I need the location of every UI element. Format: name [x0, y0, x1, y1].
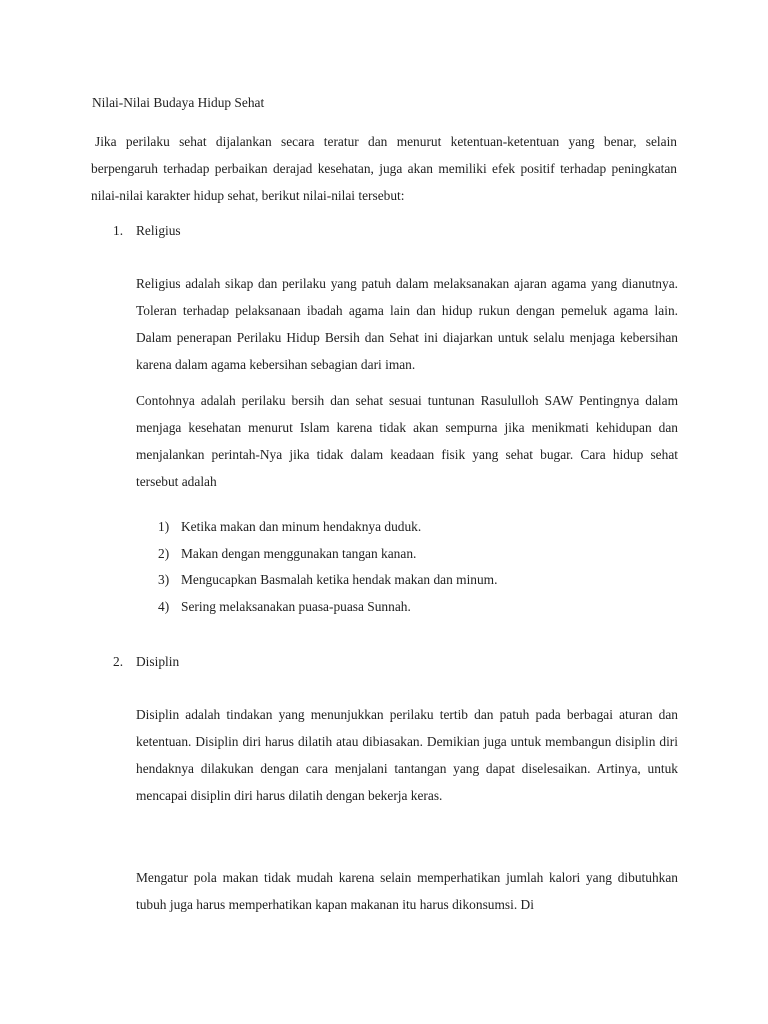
section-title: Religius [136, 223, 181, 238]
section-heading-disiplin [113, 653, 179, 671]
disiplin-paragraph-1: Disiplin adalah tindakan yang menunjukkan perilaku tertib dan patuh pada berbagai aturan dan ketentuan. Disiplin diri harus dilatih atau dibiasakan. Demikian juga untuk membangun disiplin diri hendaknya dilakukan dengan cara menjalani tantangan yang dapat diselesaikan. Artinya, untuk mencapai disiplin diri harus dilatih dengan bekerja keras. [136, 707, 678, 803]
list-item [158, 541, 497, 568]
section-number: 1. [113, 223, 124, 238]
list-text: Ketika makan dan minum hendaknya duduk. [181, 519, 422, 534]
list-item [158, 514, 497, 541]
list-number: 1) [158, 519, 170, 534]
list-number: 2) [158, 545, 170, 561]
document-title: Nilai-Nilai Budaya Hidup Sehat [92, 95, 265, 110]
disiplin-paragraph-2: Mengatur pola makan tidak mudah karena selain memperhatikan jumlah kalori yang dibutuhkan tubuh juga harus memperhatikan kapan makanan itu harus dikonsumsi. Di [136, 870, 678, 912]
section-number: 2. [113, 654, 124, 669]
list-number: 4) [158, 598, 170, 614]
list-text: Makan dengan menggunakan tangan kanan. [181, 545, 417, 561]
list-item [158, 594, 497, 621]
list-item [158, 567, 497, 594]
religius-paragraph-1: Religius adalah sikap dan perilaku yang patuh dalam melaksanakan ajaran agama yang dianutnya. Toleran terhadap pelaksanaan ibadah agama lain dan hidup rukun dengan pemeluk agama lain. Dalam penerapan Perilaku Hidup Bersih dan Sehat ini diajarkan untuk selalu menjaga kebersihan karena dalam agama kebersihan sebagian dari iman. [136, 276, 678, 372]
religius-list [158, 514, 497, 620]
list-number: 3) [158, 572, 170, 587]
intro-paragraph [91, 128, 677, 209]
religius-paragraph-2: Contohnya adalah perilaku bersih dan sehat sesuai tuntunan Rasululloh SAW Pentingnya dalam menjaga kesehatan menurut Islam karena tidak akan sempurna jika menikmati kehidupan dan menjalankan perintah-Nya jika tidak dalam keadaan fisik yang sehat bugar. Cara hidup sehat tersebut adalah [136, 393, 678, 489]
section-title: Disiplin [136, 654, 180, 669]
list-text: Mengucapkan Basmalah ketika hendak makan dan minum. [181, 572, 498, 587]
section-heading-religius [113, 222, 181, 240]
intro-text: Jika perilaku sehat dijalankan secara teratur dan menurut ketentuan-ketentuan yang benar, selain berpengaruh terhadap perbaikan derajad kesehatan, juga akan memiliki efek positif terhadap peningkatan nilai-nilai karakter hidup sehat, berikut nilai-nilai tersebut: [91, 134, 677, 203]
list-text: Sering melaksanakan puasa-puasa Sunnah. [181, 598, 411, 614]
